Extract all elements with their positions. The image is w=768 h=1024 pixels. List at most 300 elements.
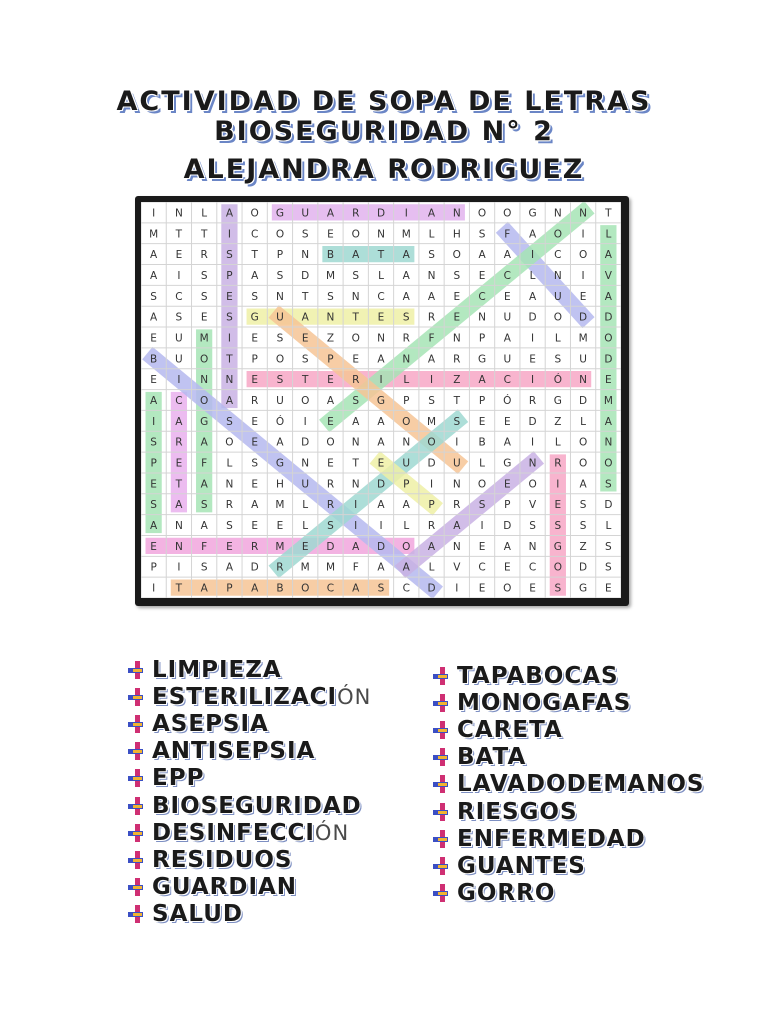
grid-letter: A	[402, 561, 410, 574]
grid-letter: B	[478, 436, 486, 449]
grid-letter: G	[553, 540, 562, 553]
grid-letter: I	[531, 374, 535, 387]
grid-letter: A	[150, 269, 158, 282]
grid-letter: A	[402, 269, 410, 282]
grid-letter: A	[377, 353, 385, 366]
grid-letter: T	[200, 228, 208, 241]
word-list-item	[432, 825, 704, 852]
grid-letter: A	[604, 249, 612, 262]
grid-letter: O	[225, 436, 234, 449]
grid-letter: O	[604, 332, 613, 345]
grid-letter: N	[351, 478, 360, 491]
grid-letter: G	[200, 415, 209, 428]
grid-letter: V	[604, 269, 612, 282]
grid-letter: R	[276, 561, 284, 574]
plus-bullet-icon	[432, 693, 452, 713]
grid-letter: G	[275, 207, 285, 220]
word-list-word: CARETA	[457, 716, 563, 743]
grid-letter: S	[579, 499, 587, 512]
grid-letter: A	[175, 499, 183, 512]
grid-letter: S	[529, 520, 536, 533]
grid-letter: E	[579, 290, 587, 303]
grid-letter: S	[251, 457, 259, 470]
grid-letter: H	[275, 478, 284, 491]
grid-letter: P	[327, 353, 334, 366]
grid-letter: S	[276, 269, 284, 282]
grid-letter: O	[578, 436, 588, 449]
grid-letter: N	[301, 457, 310, 470]
grid-letter: A	[352, 249, 360, 262]
grid-letter: F	[428, 332, 435, 345]
grid-letter: A	[251, 499, 259, 512]
grid-letter: A	[427, 207, 436, 220]
grid-letter: I	[227, 228, 231, 241]
grid-letter: A	[150, 249, 158, 262]
word-list-word: GORRO	[457, 880, 556, 907]
grid-letter: N	[377, 228, 385, 241]
grid-letter: I	[531, 332, 535, 345]
grid-letter: M	[275, 499, 285, 512]
grid-letter: S	[453, 415, 461, 428]
grid-letter: L	[302, 499, 309, 512]
grid-letter: A	[503, 436, 511, 449]
grid-letter: E	[554, 499, 562, 512]
word-list-word: ASEPSIA	[152, 710, 269, 737]
plus-bullet-icon	[127, 768, 147, 788]
word-list-item	[432, 771, 704, 798]
grid-letter: E	[605, 582, 612, 595]
word-search-board	[141, 202, 621, 598]
grid-letter: T	[175, 478, 183, 491]
grid-letter: O	[528, 478, 537, 491]
grid-letter: A	[528, 290, 537, 303]
grid-letter: O	[200, 353, 209, 366]
grid-letter: P	[403, 478, 410, 491]
grid-letter: E	[377, 457, 385, 470]
grid-letter: D	[604, 311, 613, 324]
word-list-word: LIMPIEZA	[152, 656, 282, 683]
grid-letter: D	[326, 540, 335, 553]
grid-letter: A	[200, 520, 208, 533]
grid-letter: I	[581, 228, 585, 241]
grid-letter: T	[301, 374, 309, 387]
grid-letter: I	[177, 561, 181, 574]
plus-bullet-icon	[432, 666, 452, 686]
grid-letter: O	[503, 207, 512, 220]
plus-bullet-icon	[127, 687, 147, 707]
grid-letter: S	[200, 561, 208, 574]
grid-letter: L	[554, 436, 561, 449]
grid-letter: C	[175, 395, 183, 407]
grid-letter: N	[174, 520, 183, 533]
grid-letter: S	[226, 311, 233, 324]
grid-letter: I	[531, 249, 535, 262]
grid-letter: L	[605, 228, 612, 241]
grid-letter: P	[504, 499, 511, 512]
grid-letter: R	[528, 395, 537, 407]
grid-letter: U	[503, 353, 512, 366]
grid-letter: I	[379, 374, 383, 387]
word-list-word: GUANTES	[457, 852, 586, 879]
grid-letter: S	[276, 374, 284, 387]
grid-letter: N	[452, 540, 461, 553]
grid-letter: E	[301, 540, 309, 553]
word-list-item	[127, 901, 371, 928]
grid-letter: D	[376, 540, 386, 553]
grid-letter: A	[200, 478, 208, 491]
grid-letter: N	[452, 207, 461, 220]
grid-letter: U	[579, 353, 587, 366]
grid-letter: T	[453, 395, 461, 407]
grid-letter: M	[199, 332, 209, 345]
grid-letter: S	[377, 582, 385, 595]
grid-letter: S	[200, 499, 208, 512]
grid-letter: E	[529, 582, 536, 595]
grid-letter: E	[301, 332, 309, 345]
grid-letter: E	[251, 374, 259, 387]
grid-letter: A	[200, 582, 208, 595]
page-title-line-2: BIOSEGURIDAD N° 2	[214, 116, 554, 147]
grid-letter: C	[503, 269, 511, 282]
grid-letter: E	[251, 478, 259, 491]
grid-letter: D	[376, 207, 386, 220]
grid-letter: O	[503, 582, 512, 595]
grid-letter: A	[225, 395, 234, 407]
grid-letter: N	[452, 478, 461, 491]
grid-letter: N	[402, 436, 411, 449]
grid-letter: S	[301, 228, 309, 241]
grid-letter: S	[251, 290, 259, 303]
grid-letter: I	[455, 436, 459, 449]
grid-letter: P	[251, 353, 258, 366]
grid-letter: L	[580, 415, 587, 428]
grid-letter: T	[175, 228, 183, 241]
grid-letter: I	[227, 332, 231, 345]
grid-letter: O	[250, 207, 259, 220]
grid-letter: O	[301, 582, 310, 595]
word-list-item	[432, 744, 704, 771]
grid-letter: O	[477, 207, 487, 220]
grid-letter: O	[553, 561, 562, 574]
grid-letter: E	[503, 561, 511, 574]
grid-letter: S	[402, 311, 410, 324]
plus-bullet-icon	[432, 747, 452, 767]
grid-letter: C	[478, 290, 486, 303]
grid-letter: L	[605, 520, 612, 533]
grid-letter: S	[478, 228, 486, 241]
word-list-word: MONOGAFAS	[457, 689, 632, 716]
grid-letter: N	[174, 207, 183, 220]
grid-letter: S	[352, 269, 360, 282]
grid-letter: I	[379, 520, 383, 533]
grid-letter: O	[427, 436, 436, 449]
grid-letter: D	[503, 520, 512, 533]
grid-letter: A	[579, 478, 587, 491]
grid-letter: A	[175, 415, 183, 428]
word-list-item	[127, 819, 371, 846]
word-list-word: DESINFECCIÓN	[152, 819, 350, 846]
grid-letter: E	[605, 374, 612, 387]
grid-letter: O	[301, 395, 310, 407]
grid-letter: L	[403, 374, 410, 387]
grid-letter: L	[378, 269, 384, 282]
grid-letter: I	[177, 374, 181, 387]
word-list-word: BIOSEGURIDAD	[152, 792, 362, 819]
grid-letter: N	[301, 249, 310, 262]
grid-letter: D	[579, 311, 588, 324]
grid-letter: A	[377, 415, 385, 428]
grid-letter: N	[326, 311, 335, 324]
grid-letter: N	[579, 207, 588, 220]
grid-letter: R	[402, 332, 410, 345]
grid-letter: A	[150, 395, 158, 407]
author-name: ALEJANDRA RODRIGUEZ	[183, 154, 585, 185]
grid-letter: A	[150, 520, 158, 533]
grid-letter: O	[604, 457, 613, 470]
word-list-item	[432, 662, 704, 689]
grid-letter: Z	[453, 374, 461, 387]
grid-letter: E	[453, 290, 461, 303]
word-list-item	[432, 852, 704, 879]
grid-letter: R	[251, 540, 259, 553]
grid-letter: D	[528, 311, 537, 324]
grid-letter: E	[503, 478, 511, 491]
grid-letter: O	[553, 228, 562, 241]
grid-letter: I	[480, 520, 484, 533]
grid-letter: P	[150, 561, 157, 574]
grid-letter: M	[325, 561, 336, 574]
grid-letter: R	[453, 353, 461, 366]
grid-letter: E	[150, 540, 157, 553]
grid-letter: I	[429, 478, 434, 491]
grid-letter: I	[152, 582, 156, 595]
grid-letter: S	[478, 499, 486, 512]
grid-letter: E	[327, 415, 334, 428]
grid-letter: A	[377, 561, 385, 574]
grid-letter: N	[377, 332, 385, 345]
grid-letter: A	[427, 290, 436, 303]
grid-letter: O	[275, 353, 285, 366]
grid-letter: A	[503, 332, 511, 345]
grid-letter: O	[200, 395, 209, 407]
word-list-word: ENFERMEDAD	[457, 825, 646, 852]
grid-letter: Ó	[275, 415, 285, 428]
grid-letter: Z	[554, 415, 562, 428]
word-list-item	[432, 716, 704, 743]
grid-letter: T	[377, 249, 385, 262]
grid-letter: D	[250, 561, 259, 574]
grid-letter: N	[225, 374, 234, 387]
grid-letter: C	[326, 582, 335, 595]
grid-letter: C	[478, 561, 486, 574]
grid-letter: A	[402, 290, 410, 303]
word-list-word: GUARDIAN	[152, 874, 298, 901]
word-search-frame	[135, 196, 629, 606]
grid-letter: O	[578, 457, 588, 470]
grid-letter: G	[553, 395, 562, 407]
grid-letter: E	[503, 415, 511, 428]
word-list-item	[127, 765, 371, 792]
grid-letter: A	[604, 290, 612, 303]
grid-letter: M	[401, 228, 411, 241]
grid-letter: E	[453, 311, 461, 324]
grid-letter: I	[531, 436, 535, 449]
grid-letter: R	[175, 436, 183, 449]
grid-letter: N	[579, 374, 588, 387]
word-list-item	[432, 689, 704, 716]
grid-letter: L	[201, 207, 208, 220]
grid-letter: C	[175, 290, 183, 303]
grid-letter: P	[403, 395, 410, 407]
grid-letter: G	[477, 353, 487, 366]
grid-letter: N	[528, 457, 537, 470]
grid-letter: N	[351, 290, 360, 303]
grid-letter: R	[554, 457, 562, 470]
grid-letter: A	[478, 374, 486, 387]
grid-letter: A	[150, 311, 158, 324]
plus-bullet-icon	[432, 720, 452, 740]
grid-letter: S	[327, 520, 334, 533]
grid-letter: S	[327, 290, 334, 303]
plus-bullet-icon	[127, 904, 147, 924]
grid-letter: L	[428, 561, 435, 574]
grid-letter: E	[352, 353, 360, 366]
grid-letter: E	[175, 457, 183, 470]
word-list-item	[432, 880, 704, 907]
grid-letter: O	[351, 228, 360, 241]
word-list-item	[127, 846, 371, 873]
grid-letter: Ó	[503, 395, 512, 407]
grid-letter: D	[579, 561, 588, 574]
grid-letter: L	[226, 457, 233, 470]
grid-letter: B	[150, 353, 158, 366]
word-list-left	[127, 656, 371, 928]
grid-letter: D	[604, 499, 613, 512]
grid-letter: C	[528, 561, 537, 574]
grid-letter: M	[426, 415, 437, 428]
word-list-word: SALUD	[152, 901, 243, 928]
grid-letter: A	[352, 540, 360, 553]
grid-letter: A	[528, 228, 537, 241]
grid-letter: B	[276, 582, 284, 595]
grid-letter: N	[200, 374, 209, 387]
grid-letter: N	[402, 353, 411, 366]
grid-letter: E	[276, 520, 284, 533]
grid-letter: L	[479, 457, 485, 470]
grid-letter: C	[377, 290, 385, 303]
grid-letter: V	[528, 499, 537, 512]
grid-letter: S	[428, 249, 435, 262]
grid-letter: E	[251, 436, 259, 449]
grid-letter: R	[352, 374, 360, 387]
plus-bullet-icon	[127, 741, 147, 761]
grid-letter: E	[327, 228, 334, 241]
grid-letter: R	[427, 311, 436, 324]
grid-letter: S	[554, 353, 562, 366]
grid-letter: L	[302, 520, 309, 533]
grid-letter: G	[503, 457, 512, 470]
grid-letter: G	[579, 582, 588, 595]
page-title-line-1: ACTIVIDAD DE SOPA DE LETRAS	[116, 86, 652, 117]
grid-letter: M	[300, 561, 310, 574]
grid-letter: D	[604, 353, 613, 366]
plus-bullet-icon	[432, 883, 452, 903]
grid-letter: D	[528, 415, 537, 428]
grid-letter: M	[603, 395, 613, 407]
grid-letter: A	[453, 520, 461, 533]
grid-letter: N	[604, 436, 613, 449]
grid-letter: A	[604, 415, 612, 428]
grid-letter: E	[200, 311, 208, 324]
grid-letter: D	[376, 478, 386, 491]
grid-letter: E	[478, 269, 486, 282]
grid-letter: E	[251, 520, 259, 533]
grid-letter: I	[581, 269, 585, 282]
grid-letter: N	[553, 207, 562, 220]
grid-letter: A	[503, 249, 511, 262]
word-list-word: ANTISEPSIA	[152, 738, 316, 765]
grid-letter: T	[175, 582, 183, 595]
grid-letter: N	[553, 269, 562, 282]
grid-letter: I	[354, 520, 358, 533]
grid-letter: F	[352, 561, 359, 574]
grid-letter: S	[301, 353, 309, 366]
grid-letter: U	[301, 478, 310, 491]
plus-bullet-icon	[432, 802, 452, 822]
grid-letter: U	[175, 332, 183, 345]
grid-letter: S	[352, 395, 360, 407]
grid-letter: D	[301, 269, 310, 282]
grid-letter: F	[504, 228, 511, 241]
plus-bullet-icon	[432, 856, 452, 876]
grid-letter: S	[226, 249, 233, 262]
grid-letter: N	[528, 540, 537, 553]
grid-letter: C	[554, 249, 562, 262]
grid-letter: M	[275, 540, 285, 553]
grid-letter: A	[427, 353, 436, 366]
grid-letter: P	[226, 582, 233, 595]
grid-letter: S	[554, 520, 562, 533]
grid-letter: R	[200, 249, 208, 262]
grid-letter: S	[150, 499, 157, 512]
grid-letter: N	[174, 540, 183, 553]
grid-letter: P	[478, 395, 486, 407]
grid-letter: F	[201, 540, 208, 553]
grid-letter: E	[503, 290, 511, 303]
grid-letter: A	[225, 561, 234, 574]
grid-letter: E	[175, 249, 183, 262]
grid-letter: O	[477, 478, 487, 491]
grid-letter: A	[352, 582, 360, 595]
grid-letter: U	[276, 311, 284, 324]
grid-letter: E	[251, 332, 259, 345]
grid-letter: A	[326, 395, 335, 407]
grid-letter: S	[200, 269, 208, 282]
grid-letter: R	[326, 499, 335, 512]
grid-letter: A	[251, 582, 259, 595]
grid-letter: O	[402, 540, 411, 553]
grid-letter: I	[354, 499, 358, 512]
grid-letter: S	[175, 311, 183, 324]
grid-letter: B	[326, 249, 335, 262]
grid-letter: I	[455, 582, 459, 595]
grid-letter: O	[452, 249, 461, 262]
grid-letter: I	[429, 374, 434, 387]
grid-letter: D	[427, 582, 436, 595]
word-list-item	[127, 792, 371, 819]
word-list-item	[127, 683, 371, 710]
grid-letter: E	[478, 582, 486, 595]
